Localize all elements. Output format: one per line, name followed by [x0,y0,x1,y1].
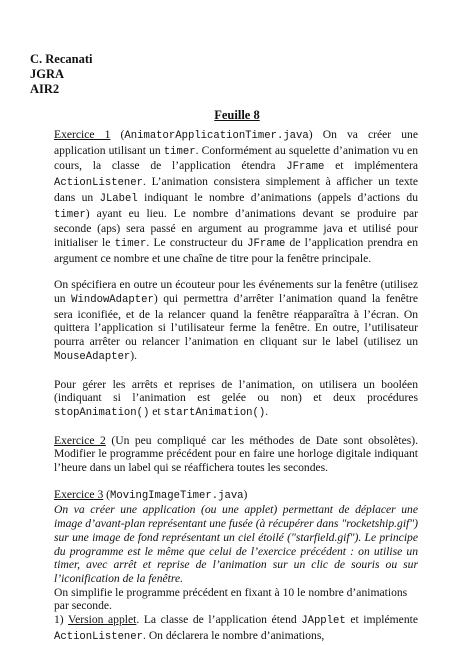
code-japplet: JApplet [301,615,346,628]
code-jframe: JFrame [286,161,325,174]
exercise3-paragraph-2: On simplifie le programme précédent en fixant à 10 le nombre d’animations par seconde. [54,585,408,613]
version-applet-label: Version applet [68,613,137,627]
exercise2-paragraph [54,434,418,475]
exercise3-p3-text-4: et implémente [345,613,418,627]
exercise1-p3-text-0: Pour gérer les arrêts et reprises de l’animation, on utilisera un booléen (indiquant si l’animation est gelée ou non) et deux procédures [54,377,418,405]
code-actionlistener: ActionListener [54,177,144,190]
document-header [30,52,93,97]
exercise3-filename: MovingImageTimer.java [110,489,244,502]
code-startanimation: startAnimation() [163,406,266,419]
exercise3-italic-intro: On va créer une application (ou une applet) permettant de déplacer une image d’avant-plan représentant une fusée (à récupérer dans "rocketship.gif") sur une image de fond représentant un ciel étoilé ("starfield.gif"). Le principe du programme est le même que celui de l’exercice précédent : on utilise un timer, avec arrêt et reprise de l’animation sur un clic de souris ou sur l’iconification de la fenêtre. [54,503,418,585]
exercise1-filename: AnimatorApplicationTimer.java [124,130,309,142]
code-actionlistener: ActionListener [54,630,144,643]
code-timer: timer [114,237,147,250]
course-code: JGRA [30,67,65,81]
exercise1-paragraph-3 [54,378,418,421]
exercise3-paragraph-3 [54,613,418,644]
group-code: AIR2 [30,82,60,96]
exercise1-text-12: . Le constructeur du [146,235,248,249]
exercise1-p2-text-2: ) qui permettra d’arrêter l’animation quand la fenêtre sera iconifiée, et de la relancer quand la fenêtre réapparaîtra à l’écran. On quittera l’application si l’utilisateur ferme la fenêtre. En outre, l’utilisateur pourra arrêter ou relancer l’animation en cliquant sur le label (utilisez un [54,292,418,349]
exercise3-p3-text-2: . La classe de l’application étend [136,613,302,627]
exercise1-text-8: indiquant le nombre d’animations (appels d’actions du [137,190,418,204]
code-timer: timer [54,208,86,221]
code-stopanimation: stopAnimation() [54,406,150,419]
exercise3-heading [54,488,418,504]
author-name: C. Recanati [30,52,93,66]
exercise3-p3-text-0: 1) [54,613,69,627]
exercise1-p2-text-0: On spécifiera en outre un écouteur pour les événements sur la fenêtre (utilisez un [54,278,418,306]
code-mouseadapter: MouseAdapter [54,350,131,363]
document-body [54,128,418,645]
code-jframe: JFrame [247,237,286,250]
code-timer: timer [163,145,196,158]
code-jlabel: JLabel [99,192,138,205]
exercise1-text-10: ) ayant eu lieu. Le nombre d’animations devant se produire par seconde (aps) sera passé en argument au programme java et utilisé pour initialiser le [54,206,418,249]
exercise1-p3-text-4: . [265,404,269,418]
exercise2-text: (Un peu compliqué car les méthodes de Date sont obsolètes). Modifier le programme précédent pour en faire une horloge digitale indiquant l’heure dans un label qui se réaffichera toutes les secondes. [54,433,418,475]
exercise1-text-14: de l’application prendra en argument ce nombre et une chaîne de titre pour la fenêtre principale. [54,235,418,265]
exercise1-p3-text-2: et [149,404,164,418]
sheet-title: Feuille 8 [214,108,260,122]
exercise1-text-2: . Conformément au squelette d’animation vu en cours, la classe de l’application étendra [54,143,419,173]
exercise2-label: Exercice 2 [54,433,106,447]
exercise1-file-paren: (AnimatorApplicationTimer.java) [120,128,313,142]
exercise3-p3-text-6: . On déclarera le nombre d’animations, [143,628,325,642]
exercise1-text-4: et implémentera [324,159,418,173]
exercise1-paragraph [54,128,418,265]
exercise3-file-paren: (MovingImageTimer.java) [106,487,248,502]
exercise1-p2-text-4: ). [130,348,138,362]
code-windowadapter: WindowAdapter [71,294,154,307]
exercise1-label: Exercice 1 [54,128,111,141]
exercise1-paragraph-2 [54,278,418,364]
exercise3-label: Exercice 3 [54,487,104,501]
exercise1-text-6: . L’animation consistera simplement à afficher un texte dans un [54,175,418,204]
exercise1-text-0: On va créer une application utilisant un [54,128,418,157]
